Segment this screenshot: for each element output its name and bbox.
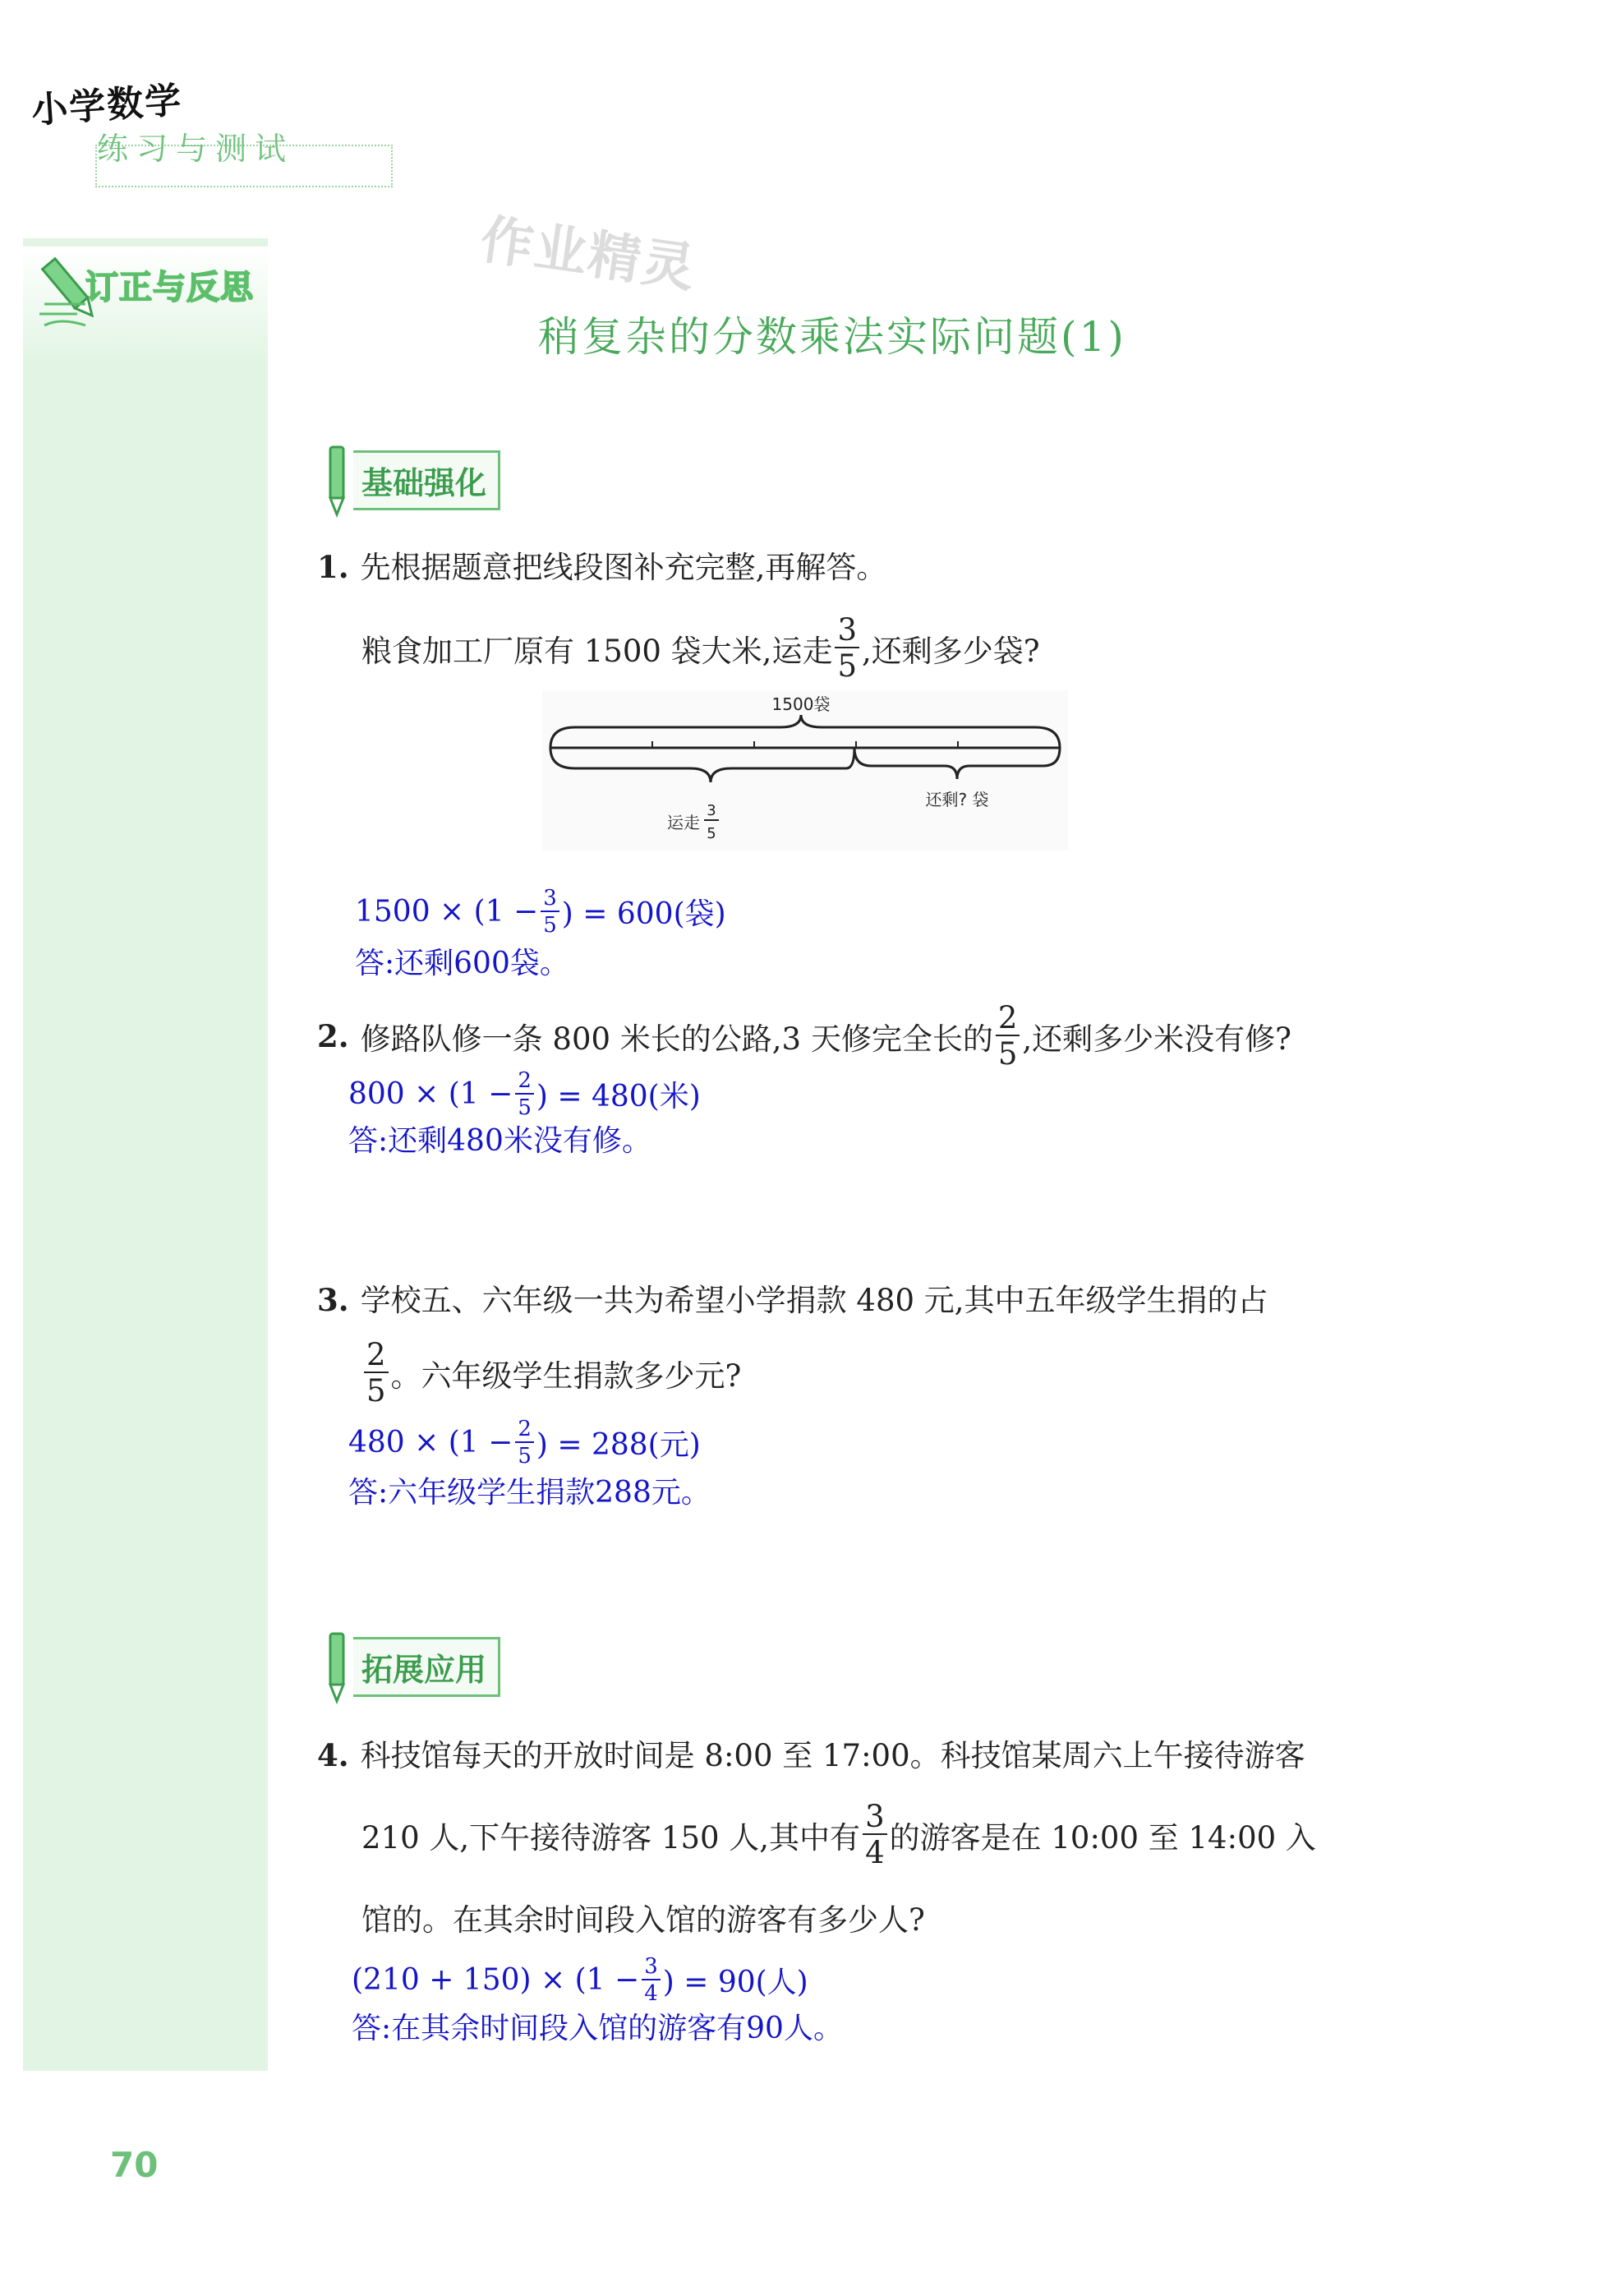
section-basic-label: 基础强化: [353, 450, 500, 510]
diagram-remain-label: 还剩? 袋: [925, 790, 989, 809]
q1-answer-formula: 1500 × (1 − $\frac{3}{5}$ ) = 600(袋): [355, 886, 726, 938]
brand-title: 小学数学: [30, 79, 184, 132]
correction-sidebar: [23, 238, 268, 2071]
q2-text: 2. 修路队修一条 800 米长的公路,3 天修完全长的 $\frac{2}{5}$ ,还剩多少米没有修?: [317, 1000, 1292, 1072]
q4-answer-formula: (210 + 150) × (1 − $\frac{3}{4}$ ) = 90(人): [352, 1954, 808, 2006]
q4-text-line1: 4. 科技馆每天的开放时间是 8:00 至 17:00。科技馆某周六上午接待游客: [317, 1737, 1305, 1773]
q4-text-line3: 馆的。在其余时间段入馆的游客有多少人?: [361, 1902, 925, 1938]
pencil-icon: [320, 1629, 353, 1704]
pencil-icon: [320, 442, 353, 518]
q4-text-line2: 210 人,下午接待游客 150 人,其中有 $\frac{3}{4}$ 的游客是在 10:00 至 14:00 入: [361, 1799, 1316, 1870]
q1-text: 粮食加工厂原有 1500 袋大米,运走 $\frac{3}{5}$ ,还剩多少袋?: [361, 612, 1040, 684]
q3-answer-line: 答:六年级学生捐款288元。: [348, 1476, 711, 1510]
diagram-moved-frac-d: 5: [707, 825, 716, 842]
lesson-title: 稍复杂的分数乘法实际问题(1): [538, 313, 1126, 361]
total-brace: [550, 715, 1060, 748]
diagram-moved-frac-n: 3: [707, 802, 716, 819]
q1-answer-line: 答:还剩600袋。: [355, 947, 569, 980]
sidebar-title: 订正与反思: [85, 269, 254, 307]
page-number: 70: [110, 2145, 159, 2185]
watermark: 作业精灵: [476, 209, 701, 300]
q2-answer-line: 答:还剩480米没有修。: [348, 1124, 651, 1158]
section-basic: [320, 442, 500, 518]
q3-text-line1: 3. 学校五、六年级一共为希望小学捐款 480 元,其中五年级学生捐的占: [317, 1282, 1268, 1318]
q2-answer-formula: 800 × (1 − $\frac{2}{5}$ ) = 480(米): [348, 1068, 701, 1120]
diagram-moved-label: 运走: [667, 813, 700, 832]
segment-diagram: [542, 690, 1068, 855]
q4-answer-line: 答:在其余时间段入馆的游客有90人。: [352, 2012, 843, 2045]
section-extend: [320, 1629, 500, 1704]
diagram-total-label: 1500袋: [771, 694, 831, 714]
q3-answer-formula: 480 × (1 − $\frac{2}{5}$ ) = 288(元): [348, 1417, 701, 1468]
q3-text-line2: $\frac{2}{5}$ 。六年级学生捐款多少元?: [361, 1339, 741, 1406]
section-extend-label: 拓展应用: [353, 1637, 500, 1697]
brand-subtitle: 练习与测试: [97, 131, 295, 167]
moved-brace: [550, 748, 854, 782]
q1-instruction: 1. 先根据题意把线段图补充完整,再解答。: [317, 549, 887, 585]
remain-brace: [854, 748, 1060, 779]
